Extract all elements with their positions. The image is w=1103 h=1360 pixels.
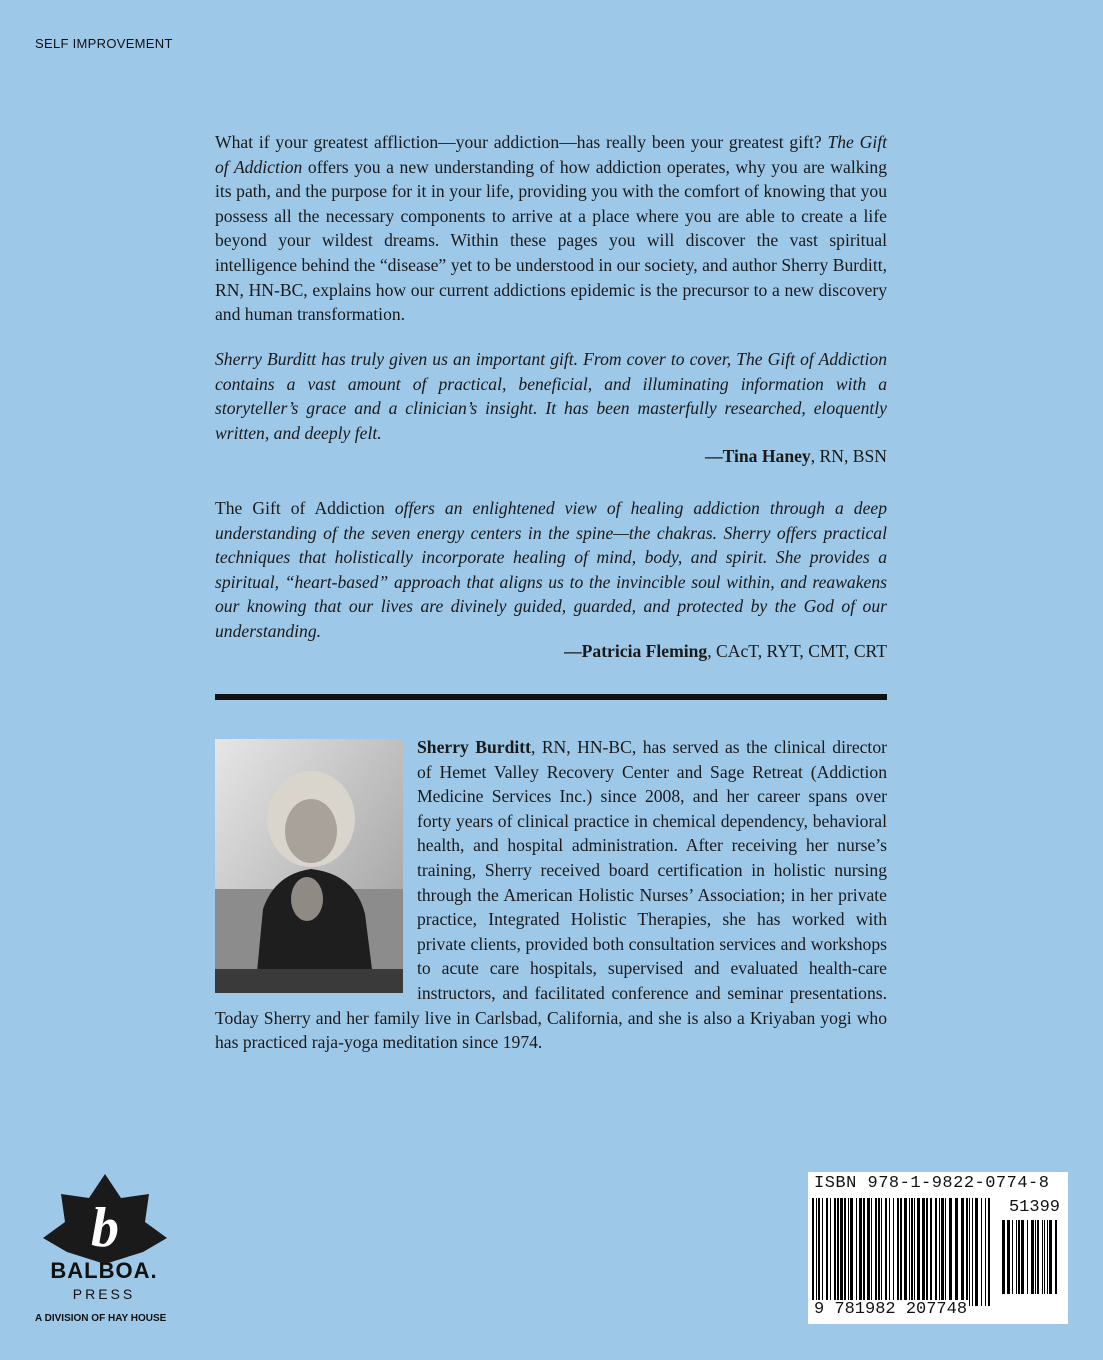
barcode-bar <box>985 1198 986 1306</box>
barcode-bar <box>945 1198 946 1306</box>
barcode-bar <box>1016 1220 1017 1294</box>
category-label: SELF IMPROVEMENT <box>35 36 173 51</box>
barcode-bar <box>885 1198 887 1306</box>
barcode-bar <box>988 1198 990 1306</box>
barcode-bar <box>961 1198 964 1306</box>
barcode-bar <box>856 1198 857 1306</box>
barcode-bar <box>930 1198 932 1306</box>
barcode-bar <box>1047 1220 1048 1294</box>
barcode-bars <box>812 1198 992 1306</box>
price-barcode-bars <box>1002 1220 1060 1294</box>
barcode-bar <box>844 1198 846 1306</box>
barcode-bar <box>816 1198 817 1306</box>
barcode-bar <box>969 1198 970 1306</box>
publisher-press: PRESS <box>72 1286 136 1302</box>
barcode-bar <box>949 1198 952 1306</box>
barcode-bar <box>1055 1220 1057 1294</box>
barcode-bar <box>917 1198 920 1306</box>
isbn-text: ISBN 978-1-9822-0774-8 <box>814 1174 1050 1193</box>
barcode-bar <box>914 1198 915 1306</box>
barcode-bar <box>871 1198 872 1306</box>
barcode-bar <box>926 1198 928 1306</box>
endorsement-quote-2: The Gift of Addiction offers an enlightened view of healing addiction through a deep understanding of the seven energy centers in the spine—the chakras. Sherry offers practical techniques that holistically incorporate healing of mind, body, and spirit. She provides a spiritual, “heart-based” approach that aligns us to the invincible soul within, and reawakens our knowing that our lives are divinely guided, guarded, and protected by the God of our understanding. <box>215 498 887 641</box>
barcode-bar <box>1021 1220 1024 1294</box>
barcode-bar <box>867 1198 870 1306</box>
barcode-bar <box>1044 1220 1045 1294</box>
barcode-bar <box>1037 1220 1039 1294</box>
book-description: What if your greatest affliction—your addiction—has really been your greatest gift? The Gift of Addiction offers you a new understanding of how addiction operates, why you are walking its path, and the purpose for it in your life, providing you with the comfort of knowing that you possess all the necessary components to arrive at a place where you are able to create a life beyond your wildest dreams. Within these pages you will discover the vast spiritual intelligence behind the “disease” yet to be understood in our society, and author Sherry Burditt, RN, HN-BC, explains how our current addictions epidemic is the precursor to a new discovery and human transformation. <box>215 132 887 325</box>
publisher-division: A DIVISION OF HAY HOUSE <box>35 1313 167 1324</box>
barcode-bar <box>850 1198 853 1306</box>
barcode-bar <box>893 1198 894 1306</box>
barcode-bar <box>826 1198 828 1306</box>
barcode-bar <box>900 1198 902 1306</box>
author-bio: Sherry Burditt, RN, HN-BC, has served as the clinical director of Hemet Valley Recovery Center and Sage Retreat (Addiction Medicine Services Inc.) since 2008, and her career spans over forty years of clinical practice in chemical dependency, behavioral health, and hospital administration. After receiving her nurse’s training, Sherry received board certification in holistic nursing through the American Holistic Nurses’ Association; in her private practice, Integrated Holistic Therapies, she has worked with private clients, provided both consultation services and workshops to acute care hospitals, supervised and evaluated health-care instructors, and facilitated conference and seminar presentations. Today Sherry and her family live in Carlsbad, California, and she is also a Kriyaban yogi who has practiced raja-yoga meditation since 1974. <box>215 737 887 1053</box>
barcode-bar <box>981 1198 982 1306</box>
barcode-bar <box>909 1198 910 1306</box>
barcode-bar <box>881 1198 882 1306</box>
barcode-bar <box>863 1198 865 1306</box>
barcode-bar <box>875 1198 877 1306</box>
endorsement-author-1: —Tina Haney, RN, BSN <box>704 446 887 466</box>
section-divider <box>215 694 887 700</box>
barcode-bar <box>911 1198 913 1306</box>
barcode-bar <box>1002 1220 1005 1294</box>
barcode-bar <box>834 1198 836 1306</box>
logo-letter: b <box>91 1197 119 1259</box>
barcode-bar <box>818 1198 820 1306</box>
barcode-bar <box>1018 1220 1020 1294</box>
barcode-bar <box>859 1198 862 1306</box>
barcode-bar <box>1012 1220 1013 1294</box>
barcode-bar <box>848 1198 849 1306</box>
barcode-bar <box>955 1198 958 1306</box>
barcode-bar <box>878 1198 880 1306</box>
publisher-name: BALBOA. <box>50 1258 158 1283</box>
barcode-bar <box>830 1198 831 1306</box>
barcode-bar <box>1007 1220 1010 1294</box>
barcode-bar <box>897 1198 899 1306</box>
barcode-bar <box>812 1198 814 1306</box>
endorsement-quote-1: Sherry Burditt has truly given us an important gift. From cover to cover, The Gift of Addiction contains a vast amount of practical, beneficial, and illuminating information with a storyteller’s grace and a clinician’s insight. It has been masterfully researched, eloquently written, and deeply felt. <box>215 349 887 443</box>
barcode-bar <box>889 1198 890 1306</box>
isbn-barcode <box>808 1172 1068 1324</box>
barcode-bar <box>972 1198 973 1306</box>
barcode-bar <box>822 1198 823 1306</box>
barcode-bar <box>1042 1220 1043 1294</box>
barcode-bar <box>1049 1220 1052 1294</box>
barcode-bar <box>1031 1220 1034 1294</box>
barcode-bar <box>1035 1220 1036 1294</box>
author-photo <box>215 739 403 993</box>
barcode-bar <box>941 1198 944 1306</box>
barcode-bar <box>1027 1220 1028 1294</box>
barcode-bar <box>840 1198 843 1306</box>
barcode-bar <box>939 1198 940 1306</box>
ean-digits: 9 781982 207748 <box>814 1300 968 1319</box>
barcode-bar <box>837 1198 839 1306</box>
author-name: Sherry Burditt <box>417 737 531 757</box>
book-title: The Gift of Addiction <box>215 132 887 177</box>
barcode-bar <box>922 1198 925 1306</box>
barcode-bar <box>935 1198 937 1306</box>
price-code: 51399 <box>1008 1198 1060 1217</box>
barcode-bar <box>966 1198 968 1306</box>
barcode-bar <box>904 1198 907 1306</box>
barcode-bar <box>975 1198 978 1306</box>
endorsement-author-2: —Patricia Fleming, CAcT, RYT, CMT, CRT <box>564 641 887 661</box>
